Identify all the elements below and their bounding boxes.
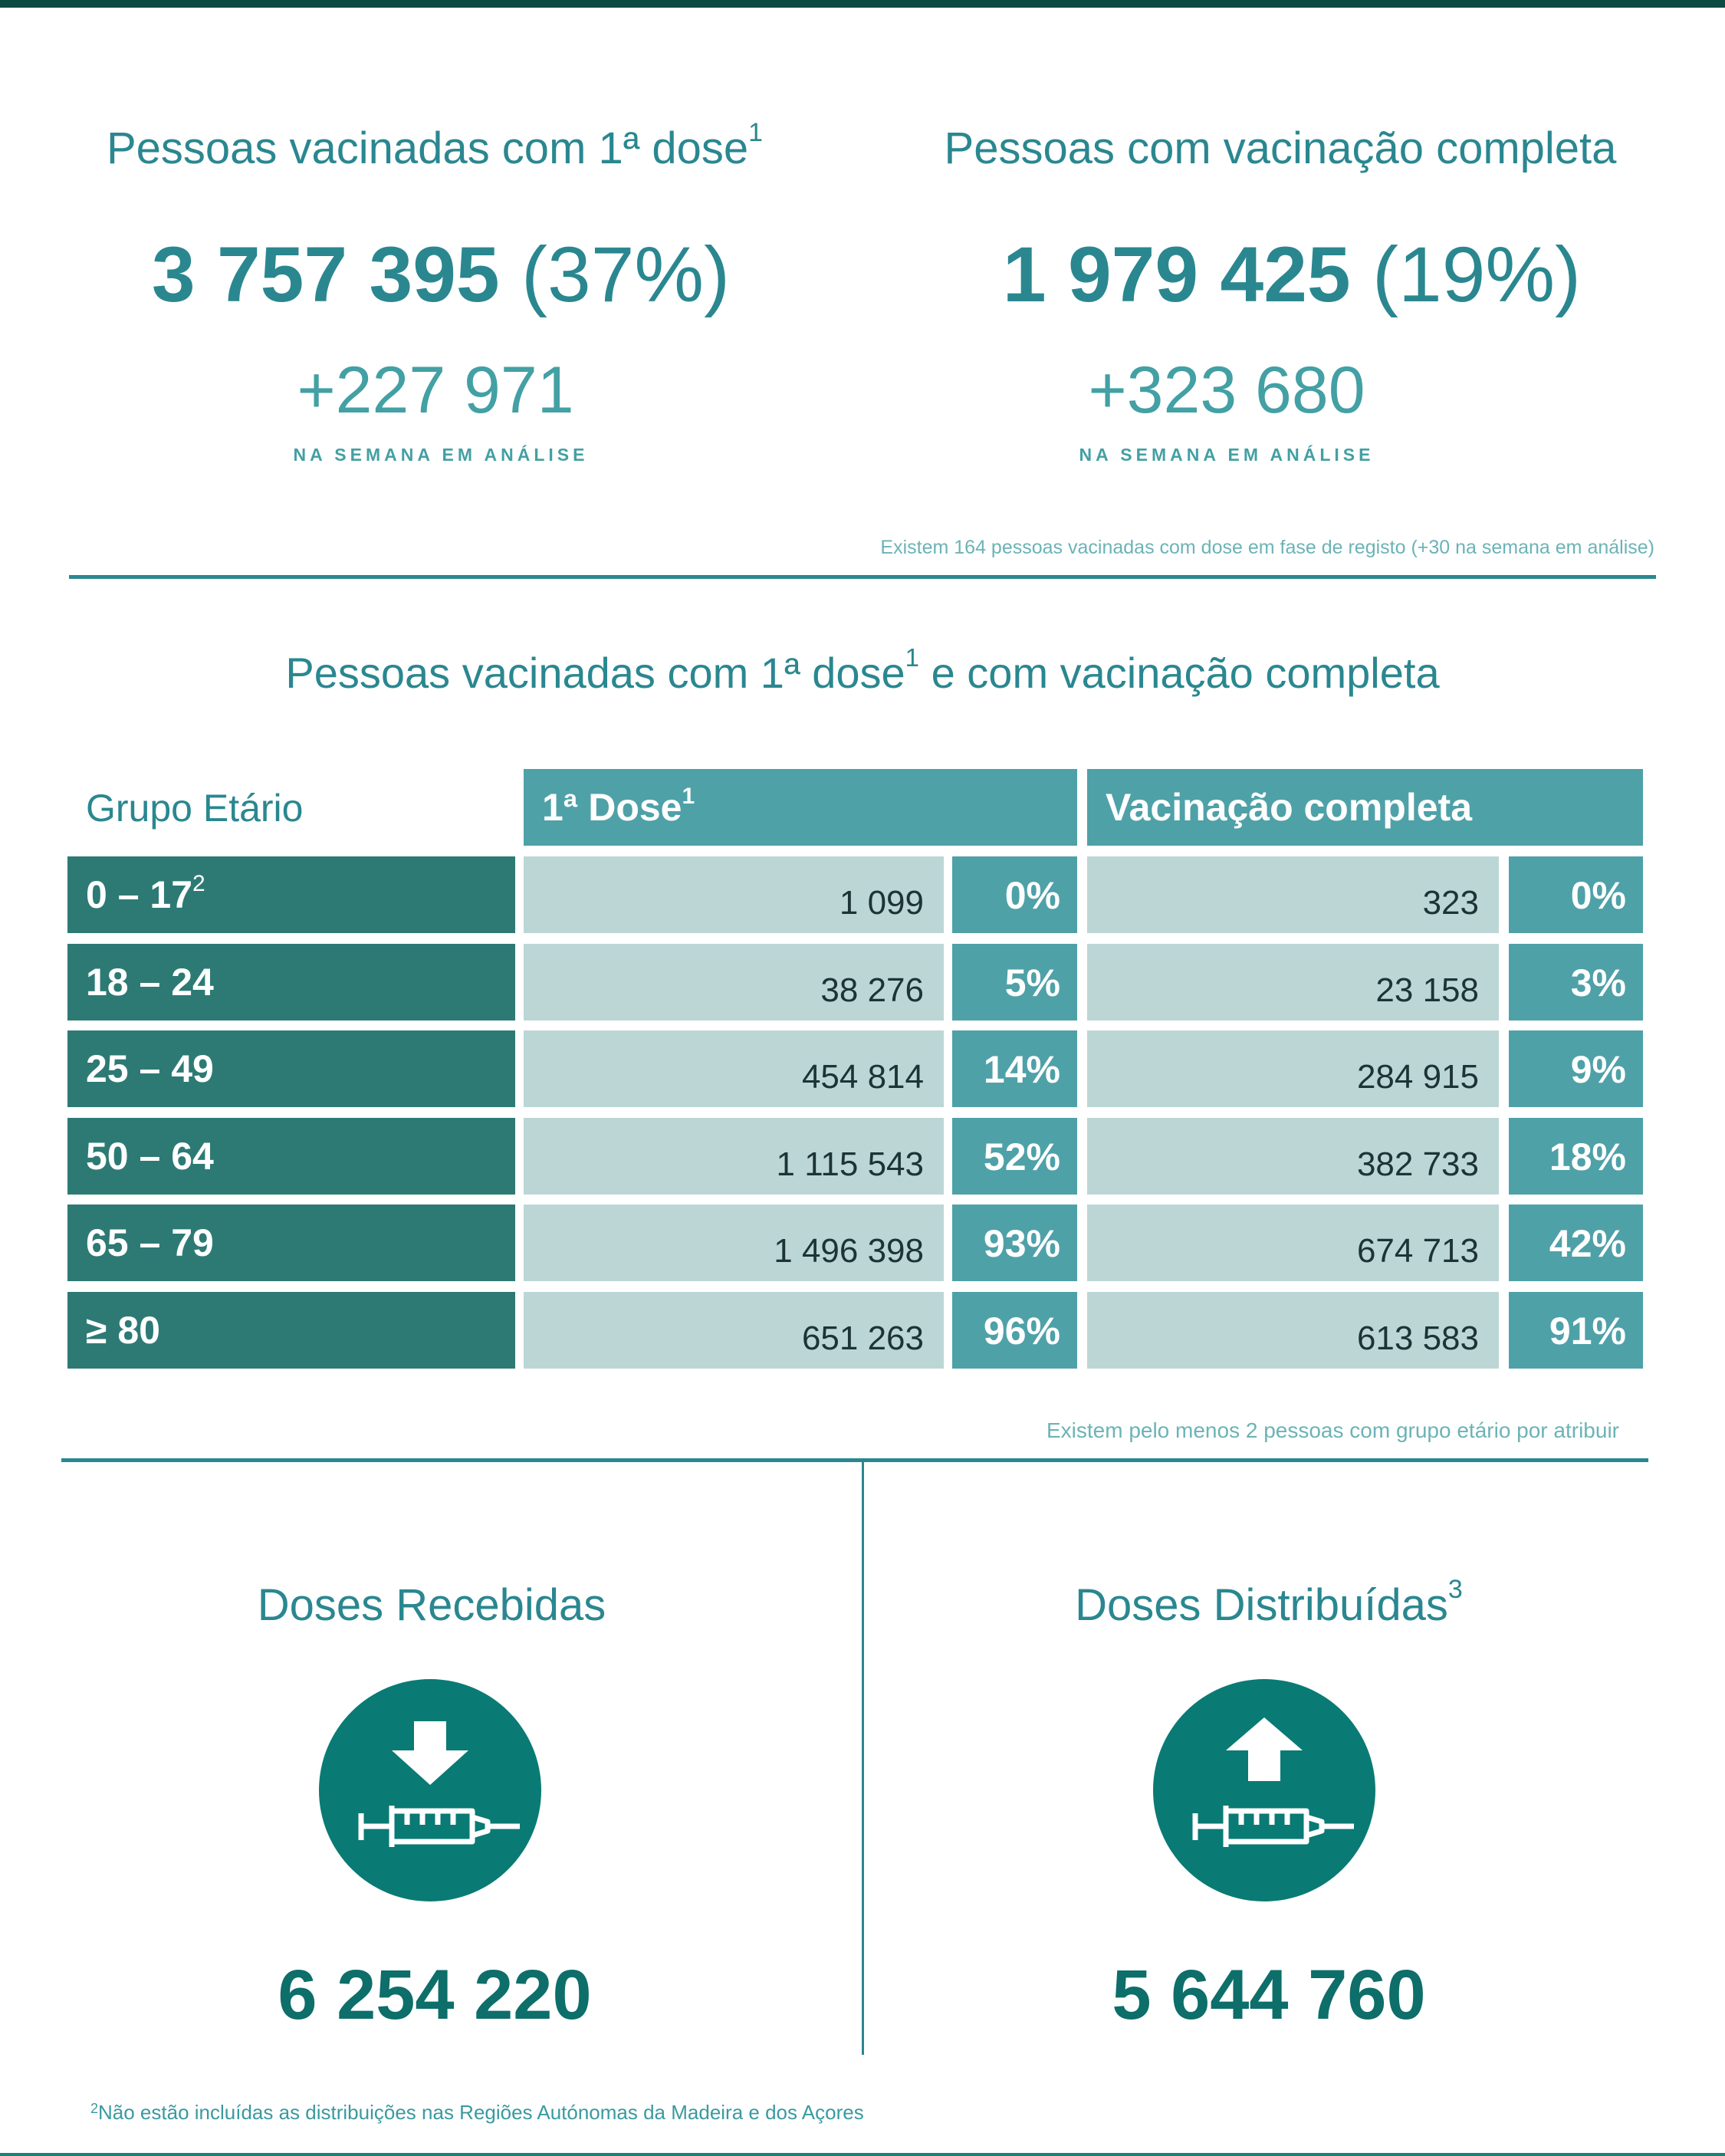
first-dose-count-text: 38 276: [820, 971, 924, 1009]
doses-received-value: 6 254 220: [278, 1956, 592, 2034]
age-group-cell: [67, 1118, 515, 1195]
first-dose-count: [524, 1118, 944, 1195]
complete-count: [1087, 856, 1499, 933]
complete-pct-text: 91%: [1549, 1310, 1626, 1352]
first-dose-title: Pessoas vacinadas com 1ª dose$^1$: [106, 118, 764, 173]
first-dose-count: [524, 944, 944, 1020]
first-dose-pct-text: 14%: [983, 1048, 1060, 1091]
first-dose-delta: +227 971: [297, 353, 574, 427]
complete-pct: [1509, 944, 1643, 1020]
age-group-cell-text: 50 – 64: [86, 1135, 214, 1178]
age-group-cell-text: 25 – 49: [86, 1047, 214, 1090]
first-dose-count-text: 1 496 398: [774, 1232, 924, 1270]
col-header-complete: Vacinação completa: [1087, 769, 1643, 846]
age-group-cell-text: 65 – 79: [86, 1221, 214, 1264]
section-divider-top: [69, 575, 1656, 579]
complete-count: [1087, 1205, 1499, 1281]
complete-title: Pessoas com vacinação completa: [944, 123, 1617, 173]
complete-count: [1087, 1292, 1499, 1369]
col-header-first-dose: 1ª Dose $^1$: [524, 769, 1077, 846]
complete-pct: [1509, 1205, 1643, 1281]
first-dose-pct-text: 93%: [983, 1222, 1060, 1265]
complete-count: [1087, 1030, 1499, 1107]
footnote: $^2$Não estão incluídas as distribuições nas Regiões Autónomas da Madeira e dos Açores: [90, 2101, 864, 2124]
first-dose-pct-text: 0%: [1004, 874, 1060, 917]
doses-received-title: Doses Recebidas: [257, 1580, 606, 1630]
complete-count: [1087, 944, 1499, 1020]
age-group-cell: [67, 944, 515, 1020]
bottom-bar: [0, 2153, 1725, 2156]
complete-pct: [1509, 1292, 1643, 1369]
first-dose-count: [524, 1030, 944, 1107]
complete-delta: +323 680: [1088, 353, 1365, 427]
age-group-cell: [67, 1205, 515, 1281]
first-dose-value: 3 757 395 (37%): [151, 231, 731, 318]
complete-caption: NA SEMANA EM ANÁLISE: [1079, 445, 1375, 465]
age-group-cell: [67, 856, 515, 933]
col-header-age: Grupo Etário: [86, 787, 304, 830]
first-dose-count: [524, 1205, 944, 1281]
complete-pct-text: 9%: [1570, 1048, 1626, 1091]
first-dose-count-text: 454 814: [801, 1058, 924, 1096]
age-group-cell: [67, 1292, 515, 1369]
complete-count-text: 613 583: [1356, 1320, 1479, 1357]
complete-pct-text: 3%: [1570, 961, 1626, 1004]
complete-count-text: 284 915: [1356, 1058, 1479, 1096]
complete-pct: [1509, 1030, 1643, 1107]
syringe-arrow-down-icon: [319, 1679, 541, 1901]
first-dose-count-text: 651 263: [801, 1320, 924, 1357]
complete-pct: [1509, 856, 1643, 933]
syringe-arrow-up-icon: [1153, 1679, 1375, 1901]
section-divider-bottom: [61, 1458, 1648, 1462]
first-dose-pct: [952, 1205, 1077, 1281]
first-dose-count: [524, 1292, 944, 1369]
age-group-cell-text: ≥ 80: [86, 1309, 160, 1352]
age-group-cell-text: 18 – 24: [86, 961, 214, 1004]
first-dose-pct: [952, 944, 1077, 1020]
first-dose-pct-text: 52%: [983, 1136, 1060, 1178]
doses-distributed-value: 5 644 760: [1112, 1956, 1426, 2034]
age-section-title: Pessoas vacinadas com 1ª dose$^1$ e com vacinação completa: [285, 643, 1440, 697]
top-bar: [0, 0, 1725, 8]
first-dose-pct: [952, 856, 1077, 933]
complete-count-text: 23 158: [1375, 971, 1479, 1009]
first-dose-count-text: 1 099: [839, 884, 924, 922]
first-dose-count: [524, 856, 944, 933]
first-dose-pct-text: 5%: [1004, 961, 1060, 1004]
complete-pct-text: 18%: [1549, 1136, 1626, 1178]
first-dose-caption: NA SEMANA EM ANÁLISE: [293, 445, 589, 465]
complete-pct-text: 0%: [1570, 874, 1626, 917]
vertical-divider: [862, 1462, 864, 2055]
complete-pct-text: 42%: [1549, 1222, 1626, 1265]
registration-note: Existem 164 pessoas vacinadas com dose em fase de registo (+30 na semana em análise): [880, 537, 1654, 558]
complete-count-text: 674 713: [1356, 1232, 1479, 1270]
complete-pct: [1509, 1118, 1643, 1195]
complete-count-text: 323: [1422, 884, 1479, 922]
first-dose-pct-text: 96%: [983, 1310, 1060, 1352]
age-group-cell-text: 0 – 17: [86, 873, 193, 916]
first-dose-pct: [952, 1292, 1077, 1369]
first-dose-pct: [952, 1118, 1077, 1195]
age-note: Existem pelo menos 2 pessoas com grupo etário por atribuir: [1046, 1418, 1619, 1442]
first-dose-count-text: 1 115 543: [776, 1145, 924, 1183]
doses-distributed-title: Doses Distribuídas$^3$: [1075, 1575, 1463, 1630]
first-dose-pct: [952, 1030, 1077, 1107]
age-group-cell: [67, 1030, 515, 1107]
complete-count-text: 382 733: [1356, 1145, 1479, 1183]
complete-count: [1087, 1118, 1499, 1195]
age-footnote-marker: 2: [192, 871, 205, 896]
complete-value: 1 979 425 (19%): [1002, 231, 1582, 318]
